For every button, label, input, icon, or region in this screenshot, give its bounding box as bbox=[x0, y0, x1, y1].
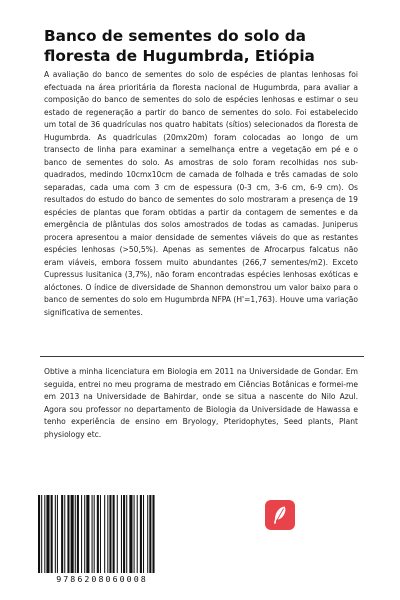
abstract-text: A avaliação do banco de sementes do solo de espécies de plantas lenhosas foi efectuada na área prioritária da floresta nacional de Hugumbrda, para avaliar a composição do banco de sementes do solo de espécies lenhosas e estimar o seu estado de regeneração a partir do banco de sementes do solo. Foi estabelecido um total de 36 quadrículas nos quatro habitats (sítios) selecionados da floresta de Hugumbrda. As quadrículas (20mx20m) foram colocadas ao longo de um transecto de linha para examinar a semelhança entre a vegetação em pé e o banco de sementes do solo. As amostras de solo foram recolhidas nos sub-quadrados, medindo 10cmx10cm de camada de folhada e três camadas de solo separadas, cada uma com 3 cm de espessura (0-3 cm, 3-6 cm, 6-9 cm). Os resultados do estudo do banco de sementes do solo mostraram a presença de 19 espécies de plantas que foram obtidas a partir da contagem de sementes e da emergência de plântulas dos solos amostrados de todas as camadas. Juniperus procera apresentou a maior densidade de sementes viáveis do que as restantes espécies lenhosas (>50,5%). Apenas as sementes de Afrocarpus falcatus não eram viáveis, embora fossem muito abundantes (266,7 sementes/m2). Exceto Cupressus lusitanica (3,7%), não foram encontradas espécies lenhosas exóticas e alóctones. O índice de diversidade de Shannon demonstrou um valor baixo para o banco de sementes do solo em Hugumbrda NFPA (H'=1,763). Houve uma variação significativa de sementes. bbox=[44, 70, 358, 317]
author-bio-text: Obtive a minha licenciatura em Biologia em 2011 na Universidade de Gondar. Em seguida, entrei no meu programa de mestrado em Ciências Botânicas e formei-me em 2013 na Universidade de Bahirdar, onde se situa a nascente do Nilo Azul. Agora sou professor no departamento de Biologia da Universidade de Hawassa e tenho experiência de ensino em Bryology, Pteridophytes, Seed plants, Plant physiology etc. bbox=[44, 367, 358, 439]
feather-logo-icon bbox=[265, 500, 295, 530]
book-title bbox=[44, 26, 374, 66]
isbn-barcode bbox=[34, 493, 170, 585]
book-title-line-2: floresta de Hugumbrda, Etiópia bbox=[44, 47, 315, 65]
barcode-icon bbox=[34, 493, 170, 575]
book-title-line-1: Banco de sementes do solo da bbox=[44, 27, 306, 45]
section-divider bbox=[40, 356, 364, 357]
isbn-digits: 9786208060008 bbox=[56, 574, 148, 584]
